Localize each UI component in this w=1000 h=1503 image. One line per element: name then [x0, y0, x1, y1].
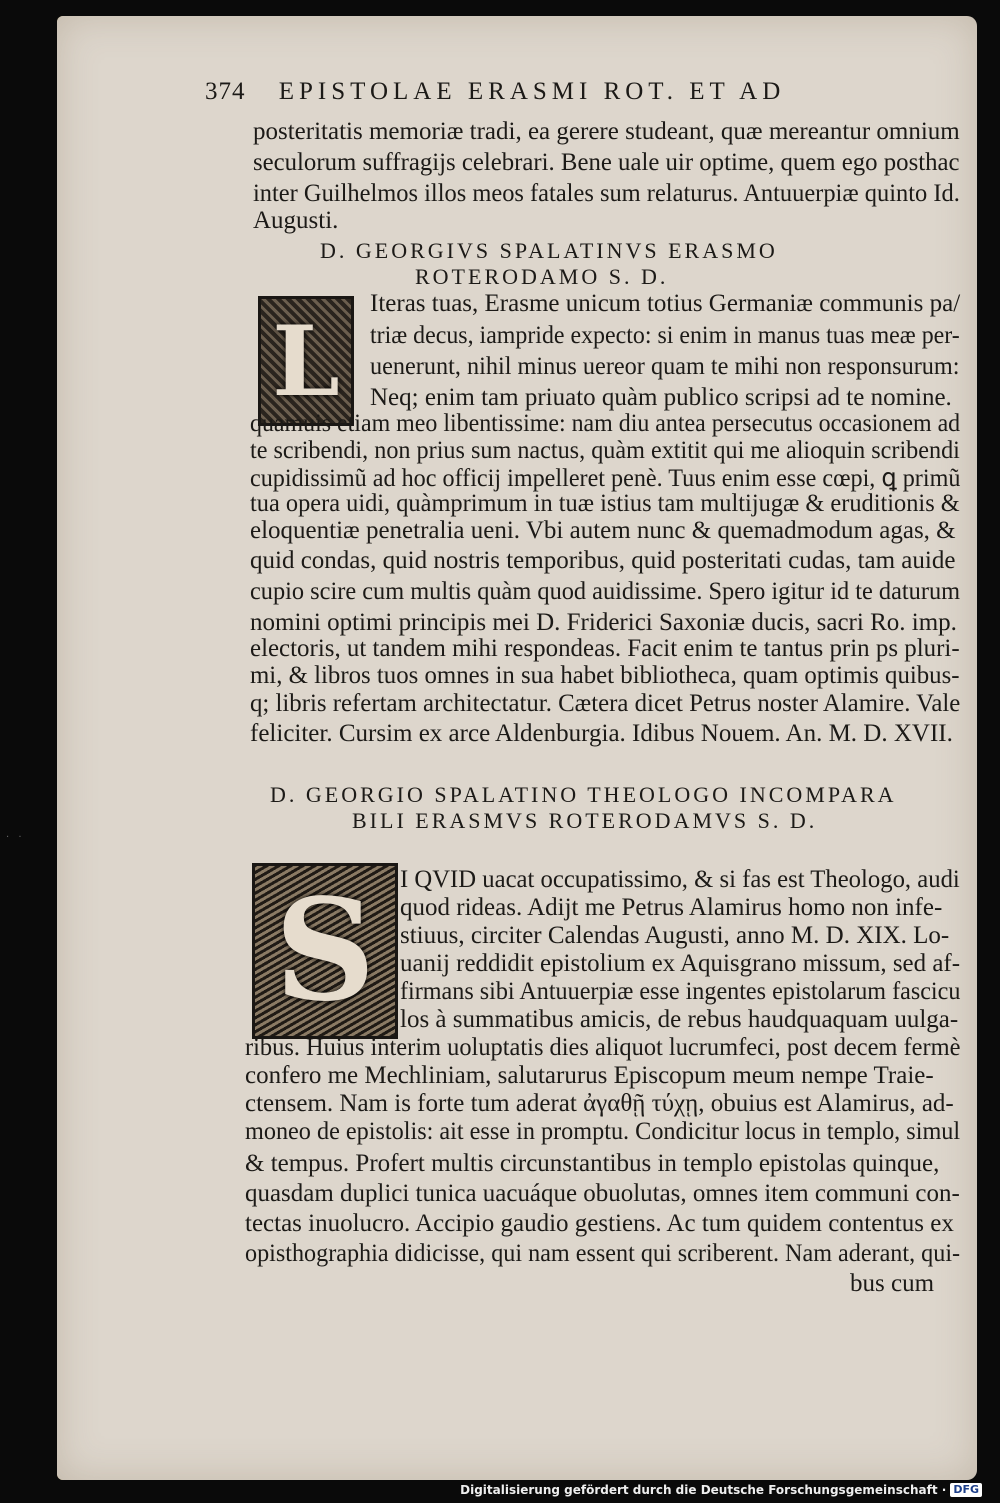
letter1-line: electoris, ut tandem mihi respondeas. Facit enim te tantus prin ps pluri- — [250, 635, 960, 662]
letter2-line: moneo de epistolis: ait esse in promptu. Condicitur locus in templo, simul — [245, 1118, 961, 1145]
letter1-line: te scribendi, non prius sum nactus, quàm extitit qui me alioquin scribendi — [250, 437, 960, 464]
decorated-initial-l: L — [258, 296, 354, 426]
letter2-heading: BILI ERASMVS ROTERODAMVS S. D. — [352, 808, 818, 833]
letter1-line: nomini optimi principis mei D. Friderici Saxoniæ ducis, sacri Ro. imp. — [250, 609, 957, 636]
letter1-line: uenerunt, nihil minus uereor quam te mihi non responsurum: — [370, 353, 960, 380]
letter2-line: & tempus. Profert multis circunstantibus in templo epistolas quinque, — [245, 1150, 940, 1177]
letter1-heading: ROTERODAMO S. D. — [415, 264, 669, 289]
letter1-line: cupio scire cum multis quàm quod auidissime. Spero igitur id te daturum — [250, 578, 961, 605]
letter1-line: mi, & libros tuos omnes in sua habet bibliotheca, quam optimis quibus- — [250, 662, 960, 689]
letter1-line: eloquentiæ penetralia ueni. Vbi autem nunc & quemadmodum agas, & — [250, 517, 956, 544]
intro-line: seculorum suffragijs celebrari. Bene uale uir optime, quem ego posthac — [253, 149, 960, 176]
letter2-line: confero me Mechliniam, salutarurus Episcopum meum nempe Traie- — [245, 1062, 934, 1089]
page-number: 374 — [205, 78, 246, 105]
letter2-line: los à summatibus amicis, de rebus haudquaquam uulga- — [400, 1006, 959, 1033]
letter2-line: ribus. Huius interim uoluptatis dies aliquot lucrumfeci, post decem fermè — [245, 1034, 961, 1061]
letter1-line: quid condas, quid nostris temporibus, quid posteritati cudas, tam auide — [250, 547, 956, 574]
dfg-logo: DFG — [950, 1483, 982, 1497]
letter2-line: opisthographia didicisse, qui nam essent qui scriberent. Nam aderant, qui- — [245, 1240, 961, 1267]
letter2-line: quod rideas. Adijt me Petrus Alamirus homo non infe- — [400, 894, 943, 921]
letter2-line: quasdam duplici tunica uacuáque obuolutas, omnes item communi con- — [245, 1180, 960, 1207]
catchword: bus cum — [850, 1270, 935, 1297]
letter2-line: firmans sibi Antuuerpiæ esse ingentes epistolarum fascicu — [400, 978, 961, 1005]
letter1-line: triæ decus, iampride expecto: si enim in manus tuas meæ per- — [370, 322, 960, 349]
dfg-footer — [460, 1481, 982, 1499]
letter1-line: quamuis etiam meo libentissime: nam diu antea persecutus occasionem ad — [250, 410, 961, 437]
letter2-line: I QVID uacat occupatissimo, & si fas est Theologo, audi — [400, 866, 960, 893]
intro-line: Augusti. — [253, 207, 339, 234]
letter1-line: cupidissimũ ad hoc officij impelleret penè. Tuus enim esse cœpi, ꝗ primũ — [250, 465, 961, 492]
letter1-heading: D. GEORGIVS SPALATINVS ERASMO — [320, 238, 778, 263]
letter1-line: Iteras tuas, Erasme unicum totius Germaniæ communis pa/ — [370, 290, 961, 317]
letter2-line: ctensem. Nam is forte tum aderat ἀγαθῇ τύχῃ, obuius est Alamirus, ad- — [245, 1090, 954, 1117]
footer-text: Digitalisierung gefördert durch die Deutsche Forschungsgemeinschaft · — [460, 1483, 947, 1497]
intro-line: posteritatis memoriæ tradi, ea gerere studeant, quæ mereantur omnium — [253, 118, 960, 145]
letter2-line: stiuus, circiter Calendas Augusti, anno M. D. XIX. Lo- — [400, 922, 950, 949]
letter1-line: Neq; enim tam priuato quàm publico scripsi ad te nomine. — [370, 384, 952, 411]
letter2-heading: D. GEORGIO SPALATINO THEOLOGO INCOMPARA — [270, 782, 897, 807]
letter1-line: q; libris refertam architectatur. Cætera dicet Petrus noster Alamire. Vale — [250, 690, 961, 717]
running-header — [205, 78, 957, 106]
decorated-initial-s: S — [252, 863, 398, 1039]
letter2-line: uanij reddidit epistolium ex Aquisgrano missum, sed af- — [400, 950, 961, 977]
letter1-line: tua opera uidi, quàmprimum in tuæ istius tam multijugæ & eruditionis & — [250, 490, 960, 517]
letter1-line: feliciter. Cursim ex arce Aldenburgia. Idibus Nouem. An. M. D. XVII. — [250, 720, 953, 747]
letter2-line: tectas inuolucro. Accipio gaudio gestiens. Ac tum quidem contentus ex — [245, 1210, 954, 1237]
margin-ticks: · · — [6, 832, 25, 843]
running-title: EPISTOLAE ERASMI ROT. ET AD — [278, 78, 786, 105]
intro-line: inter Guilhelmos illos meos fatales sum relaturus. Antuuerpiæ quinto Id. — [253, 180, 960, 207]
